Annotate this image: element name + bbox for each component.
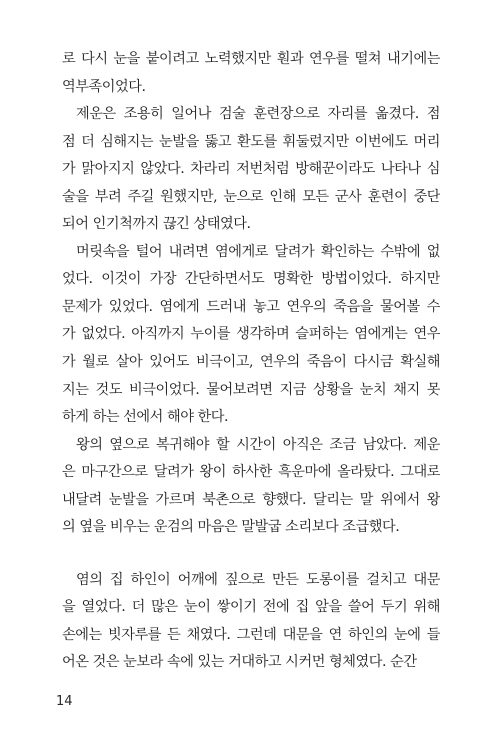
body-text — [62, 46, 440, 677]
text-line: 제운은 조용히 일어나 검술 훈련장으로 자리를 옮겼다. 점 — [76, 106, 440, 123]
text-line: 술을 부려 주길 원했지만, 눈으로 인해 모든 군사 훈련이 중단 — [62, 188, 440, 205]
text-line: 염의 집 하인이 어깨에 짚으로 만든 도롱이를 걸치고 대문 — [76, 571, 440, 588]
text-line: 점 더 심해지는 눈발을 뚫고 환도를 휘둘렀지만 이번에도 머리 — [62, 133, 440, 150]
text-line: 었다. 이것이 가장 간단하면서도 명확한 방법이었다. 하지만 — [62, 271, 440, 288]
text-line: 내달려 눈발을 가르며 북촌으로 향했다. 달리는 말 위에서 왕 — [62, 491, 440, 508]
text-line: 의 옆을 비우는 운검의 마음은 말발굽 소리보다 조급했다. — [62, 519, 400, 536]
text-line: 역부족이었다. — [62, 78, 146, 95]
page-number: 14 — [56, 694, 73, 709]
text-line: 문제가 있었다. 염에게 드러내 놓고 연우의 죽음을 물어볼 수 — [62, 298, 440, 315]
text-line: 로 다시 눈을 붙이려고 노력했지만 훤과 연우를 떨쳐 내기에는 — [62, 51, 440, 67]
text-line: 을 열었다. 더 많은 눈이 쌓이기 전에 집 앞을 쓸어 두기 위해 — [62, 599, 440, 616]
text-line: 손에는 빗자루를 든 채였다. 그런데 대문을 연 하인의 눈에 들 — [62, 626, 440, 643]
text-line: 가 없었다. 아직까지 누이를 생각하며 슬퍼하는 염에게는 연우 — [62, 326, 440, 343]
text-line: 머릿속을 털어 내려면 염에게로 달려가 확인하는 수밖에 없 — [76, 243, 440, 260]
text-line: 하게 하는 선에서 해야 한다. — [62, 409, 229, 426]
text-line: 어온 것은 눈보라 속에 있는 거대하고 시커먼 형체였다. 순간 — [62, 654, 417, 671]
text-line: 되어 인기척까지 끊긴 상태였다. — [62, 216, 251, 233]
text-line: 지는 것도 비극이었다. 물어보려면 지금 상황을 눈치 채지 못 — [62, 381, 440, 398]
text-line: 은 마구간으로 달려가 왕이 하사한 흑운마에 올라탔다. 그대로 — [62, 464, 440, 481]
text-line: 가 맑아지지 않았다. 차라리 저번처럼 방해꾼이라도 나타나 심 — [62, 161, 440, 178]
section-break — [62, 542, 440, 567]
text-line: 가 월로 살아 있어도 비극이고, 연우의 죽음이 다시금 확실해 — [62, 354, 440, 371]
text-line: 왕의 옆으로 복귀해야 할 시간이 아직은 조금 남았다. 제운 — [76, 436, 440, 453]
